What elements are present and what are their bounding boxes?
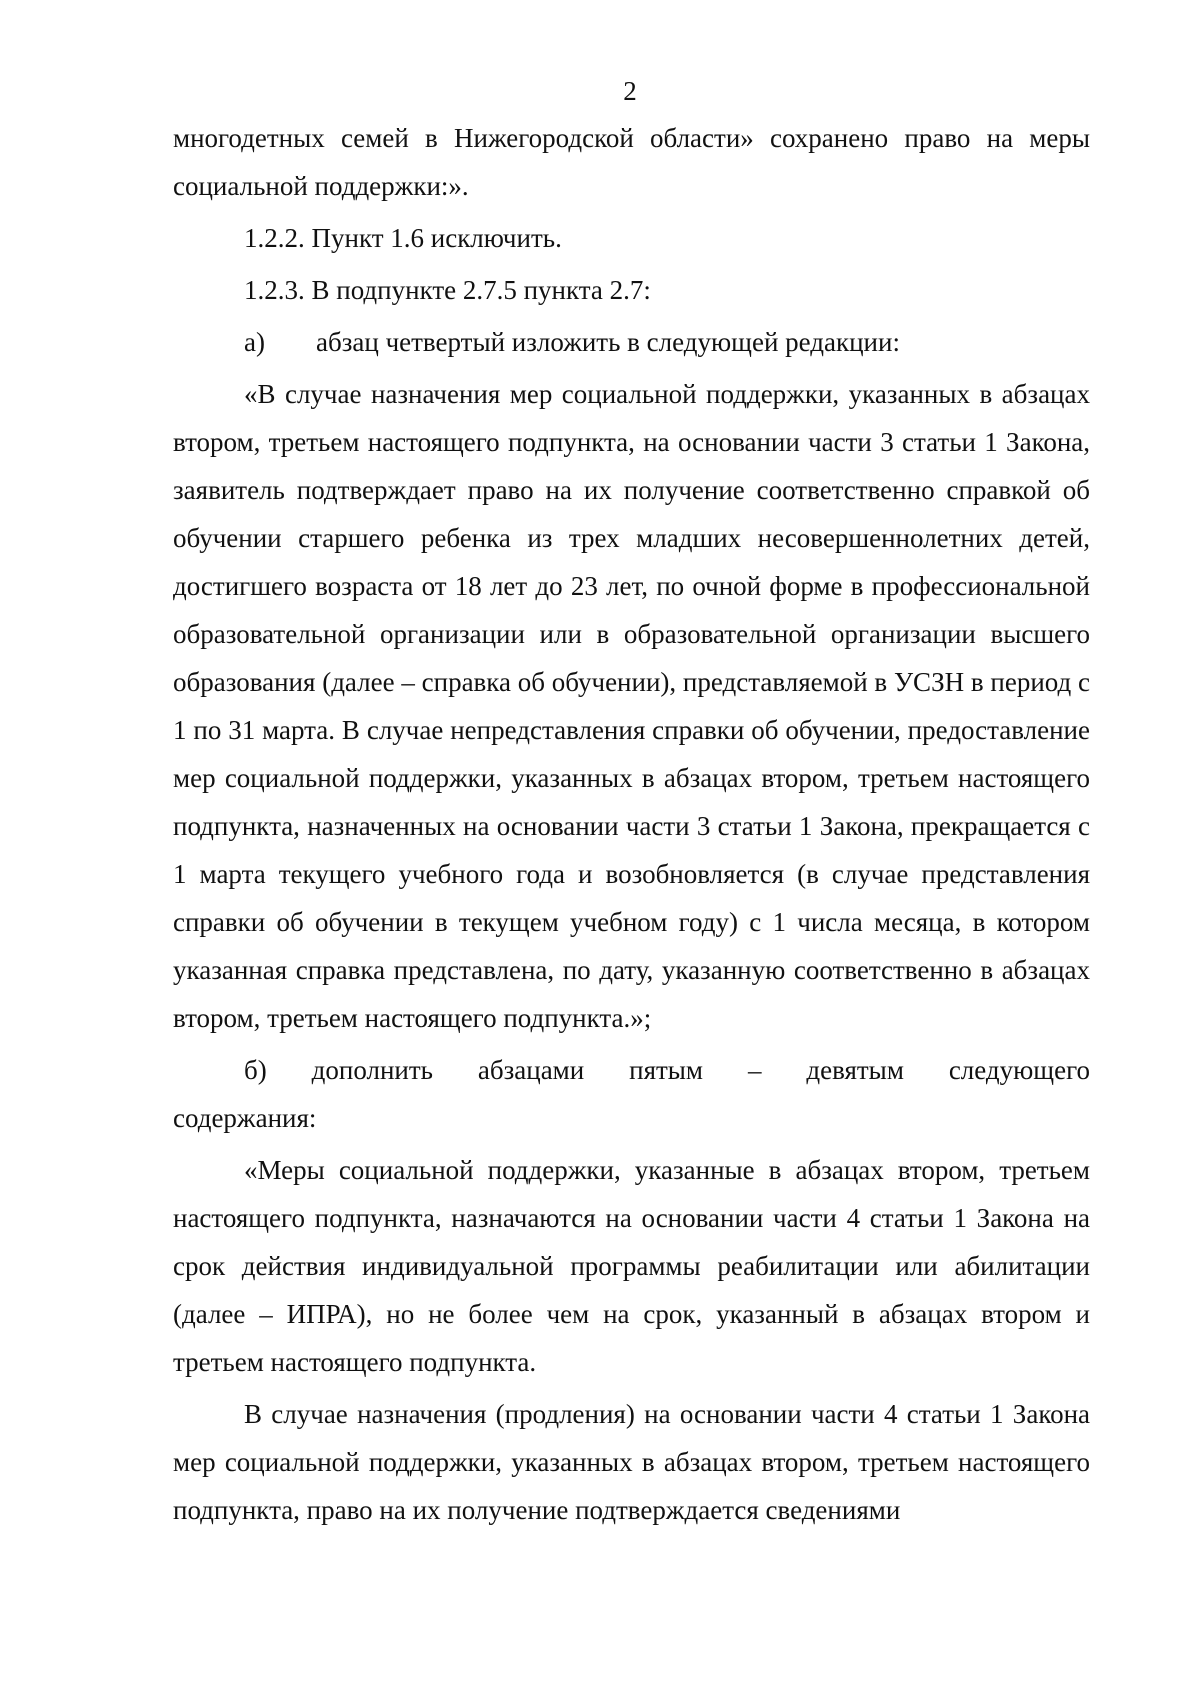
quoted-paragraph-abzac-5: «Меры социальной поддержки, указанные в абзацах втором, третьем настоящего подпункта, назначаются на основании части 4 статьи 1 Закона на срок действия индивидуальной программы реабилитации или абилитации (далее – ИПРА), но не более чем на срок, указанный в абзацах втором и третьем настоящего подпункта. (173, 1155, 1090, 1377)
paragraph-1-2-3: 1.2.3. В подпункте 2.7.5 пункта 2.7: (244, 275, 651, 305)
word: абзацами (477, 1055, 585, 1085)
quoted-paragraph-abzac-4: «В случае назначения мер социальной поддержки, указанных в абзацах втором, третьем настоящего подпункта, на основании части 3 статьи 1 Закона, заявитель подтверждает право на их получение соответственно справкой об обучении старшего ребенка из трех младших несовершеннолетних детей, достигшего возраста от 18 лет до 23 лет, по очной форме в профессиональной образовательной организации или в образовательной организации высшего образования (далее – справка об обучении), представляемой в УСЗН в период с 1 по 31 марта. В случае непредставления справки об обучении, предоставление мер социальной поддержки, указанных в абзацах втором, третьем настоящего подпункта, назначенных на основании части 3 статьи 1 Закона, прекращается с 1 марта текущего учебного года и возобновляется (в случае представления справки об обучении в текущем учебном году) с 1 числа месяца, в котором указанная справка представлена, по дату, указанную соответственно в абзацах втором, третьем настоящего подпункта.»; (173, 379, 1090, 1033)
document-body (173, 114, 1090, 1534)
dash: – (747, 1055, 762, 1085)
list-item-a (173, 318, 1090, 366)
word: девятым (806, 1055, 904, 1085)
list-item-b-continuation: содержания: (173, 1103, 317, 1133)
list-marker-b: б) (244, 1055, 267, 1085)
list-item-b-first-line (173, 1046, 1090, 1094)
list-item-a-text: абзац четвертый изложить в следующей редакции: (316, 327, 900, 357)
paragraph-continuation: многодетных семей в Нижегородской области» сохранено право на меры социальной поддержки:». (173, 123, 1090, 201)
paragraph-1-2-2: 1.2.2. Пункт 1.6 исключить. (244, 223, 562, 253)
word: пятым (629, 1055, 704, 1085)
word: следующего (948, 1055, 1090, 1085)
list-marker-a: а) (244, 327, 265, 357)
word: дополнить (311, 1055, 433, 1085)
paragraph-abzac-6: В случае назначения (продления) на основании части 4 статьи 1 Закона мер социальной поддержки, указанных в абзацах втором, третьем настоящего подпункта, право на их получение подтверждается сведениями (173, 1399, 1090, 1525)
page-number: 2 (623, 76, 637, 106)
